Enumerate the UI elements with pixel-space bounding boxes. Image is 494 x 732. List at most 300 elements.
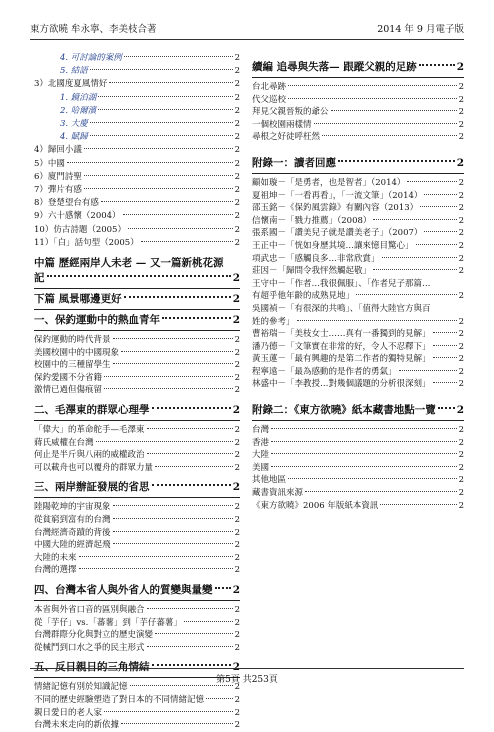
- toc-entry-label: 4. 可討論的案例: [60, 53, 122, 63]
- toc-entry-label: 「偉大」的革命舵手—毛澤東: [34, 425, 145, 436]
- toc-entry-label: 保釣愛國不分省籍: [34, 372, 103, 383]
- dot-leader: [331, 110, 457, 111]
- toc-page-number: 2: [234, 630, 240, 641]
- toc-entry[interactable]: [34, 539, 240, 552]
- toc-page-number: 2: [232, 272, 240, 285]
- toc-page-number: 2: [458, 354, 464, 365]
- toc-page-number: 2: [234, 66, 240, 77]
- dot-leader: [155, 633, 233, 634]
- toc-entry[interactable]: [34, 629, 240, 642]
- toc-entry[interactable]: [252, 253, 464, 266]
- dot-leader: [407, 181, 456, 182]
- dot-leader: [419, 64, 455, 66]
- toc-entry[interactable]: [252, 177, 464, 190]
- toc-page-number: 2: [232, 404, 240, 417]
- toc-section-lower[interactable]: [34, 292, 240, 307]
- toc-entry[interactable]: [34, 437, 240, 450]
- toc-chapter-heading[interactable]: [252, 60, 464, 75]
- toc-entry[interactable]: [34, 92, 240, 105]
- dot-leader: [271, 453, 457, 454]
- toc-page-number: 2: [458, 316, 464, 327]
- toc-entry[interactable]: [252, 131, 464, 144]
- dot-leader: [98, 109, 232, 110]
- toc-entry-label: 從貧窮到富有的台灣: [34, 514, 111, 525]
- toc-page-number: 2: [458, 253, 464, 264]
- toc-entry[interactable]: [252, 119, 464, 132]
- section-rule: [34, 600, 240, 601]
- toc-entry[interactable]: [34, 158, 240, 171]
- dot-leader: [130, 685, 233, 686]
- toc-entry-label: 美國校園中的中國現象: [34, 347, 120, 358]
- toc-page-number: 2: [234, 437, 240, 448]
- dot-leader: [382, 257, 457, 258]
- toc-page-number: 2: [232, 481, 240, 494]
- toc-entry-label: 尋根之好徒呼枉然: [252, 132, 321, 143]
- toc-entry[interactable]: [252, 190, 464, 203]
- toc-page-number: 2: [234, 185, 240, 196]
- toc-entry[interactable]: [34, 78, 240, 91]
- toc-entry-label: 邵玉銘－《保釣風雲錄》有關內容（2013）: [252, 203, 419, 214]
- toc-chapter-title: 附錄一：讀者回應: [252, 156, 336, 169]
- dot-leader: [314, 123, 457, 124]
- toc-entry[interactable]: [34, 552, 240, 565]
- section-rule: [252, 77, 464, 78]
- toc-entry[interactable]: [34, 237, 240, 250]
- toc-page-number: 2: [234, 682, 240, 693]
- dot-leader: [356, 294, 457, 295]
- toc-entry[interactable]: [252, 474, 464, 487]
- dot-leader: [297, 320, 457, 321]
- toc-entry[interactable]: [252, 500, 464, 513]
- toc-page-number: 2: [458, 450, 464, 461]
- dot-leader: [113, 338, 233, 339]
- toc-entry[interactable]: [252, 437, 464, 450]
- toc-entry-label: 5）中國: [34, 158, 65, 169]
- header-book-title: 東方欲曉 牟永寧、李美枝合著: [30, 23, 157, 35]
- dot-leader: [147, 453, 233, 454]
- dot-leader: [162, 317, 231, 319]
- dot-leader: [147, 608, 233, 609]
- dot-leader: [104, 388, 233, 389]
- toc-page-number: 2: [458, 379, 464, 390]
- toc-page-number: 2: [458, 119, 464, 130]
- dot-leader: [271, 428, 457, 429]
- toc-page-number: 2: [234, 425, 240, 436]
- toc-entry[interactable]: [252, 353, 464, 366]
- toc-entry-label: 林盛中－「李教授…對幾個議題的分析很深刻」: [252, 379, 431, 390]
- toc-left-column: [34, 52, 240, 732]
- toc-entry[interactable]: [252, 449, 464, 462]
- toc-entry[interactable]: [252, 303, 464, 328]
- toc-page-number: 2: [458, 366, 464, 377]
- toc-page-number: 2: [232, 314, 240, 327]
- dot-leader: [373, 219, 456, 220]
- toc-chapter-items: [34, 604, 240, 654]
- toc-entry-label: 4. 賦歸: [60, 132, 88, 143]
- toc-entry-label: 信懷南－「戮力推薦」（2008）: [252, 215, 372, 226]
- toc-entry-label: 藏書資訊來源: [252, 488, 304, 499]
- dot-leader: [399, 370, 457, 371]
- toc-entry-label: 親日愛日的老人家: [34, 707, 103, 718]
- toc-entry-label: 從械鬥到口水之爭的民主形式: [34, 642, 145, 653]
- toc-entry[interactable]: [34, 707, 240, 720]
- toc-entry-label: 校園中的三種留學生: [34, 360, 111, 371]
- dot-leader: [90, 135, 233, 136]
- dot-leader: [271, 441, 457, 442]
- toc-entry-label: 其他地區: [252, 475, 287, 486]
- toc-entry-label: 激情已過但傷痕留: [34, 385, 103, 396]
- toc-entry-label: 10）仿古詩題（2005）: [34, 224, 126, 235]
- dot-leader: [288, 98, 457, 99]
- toc-entry[interactable]: [252, 378, 464, 391]
- toc-entry-label: 1. 鏡泊湖: [60, 92, 97, 103]
- toc-entry-label-cont: 姓的參考」: [252, 316, 295, 327]
- toc-page-number: 2: [458, 240, 464, 251]
- dot-leader: [104, 711, 233, 712]
- toc-chapter-heading[interactable]: [34, 480, 240, 495]
- dot-leader: [184, 621, 233, 622]
- dot-leader: [206, 698, 233, 699]
- toc-entry[interactable]: [34, 501, 240, 514]
- toc-entry[interactable]: [252, 278, 464, 303]
- toc-page-number: 2: [234, 720, 240, 731]
- toc-list-top: [34, 52, 240, 250]
- toc-entry-label: 大陸: [252, 450, 270, 461]
- toc-page-number: 2: [234, 360, 240, 371]
- dot-leader: [79, 568, 233, 569]
- toc-page-number: 2: [458, 190, 464, 201]
- toc-page-number: 2: [234, 347, 240, 358]
- toc-page-number: 2: [458, 203, 464, 214]
- toc-entry[interactable]: [252, 94, 464, 107]
- toc-entry[interactable]: [34, 642, 240, 655]
- dot-leader: [305, 491, 457, 492]
- toc-entry-label: 台灣未來走向的新依據: [34, 720, 120, 731]
- dot-leader: [101, 201, 233, 202]
- toc-entry[interactable]: [252, 424, 464, 437]
- page-header: [30, 16, 464, 40]
- toc-chapter-items: [34, 334, 240, 397]
- toc-entry[interactable]: [252, 487, 464, 500]
- toc-entry[interactable]: [34, 144, 240, 157]
- toc-page-number: 2: [234, 335, 240, 346]
- toc-page-number: 2: [234, 385, 240, 396]
- toc-entry[interactable]: [252, 462, 464, 475]
- toc-entry-label: 5. 結語: [60, 66, 88, 77]
- toc-entry[interactable]: [34, 462, 240, 475]
- toc-entry[interactable]: [34, 449, 240, 462]
- toc-page-number: 2: [234, 132, 240, 143]
- toc-entry[interactable]: [34, 604, 240, 617]
- toc-entry[interactable]: [252, 106, 464, 119]
- toc-entry-label: 11）「白」話句型（2005）: [34, 237, 139, 248]
- toc-page-number: 2: [458, 437, 464, 448]
- toc-page-number: 2: [232, 661, 240, 674]
- toc-right-column: [252, 52, 464, 512]
- dot-leader: [152, 484, 231, 486]
- dot-leader: [416, 244, 457, 245]
- section-rule: [252, 420, 464, 421]
- toc-entry-label: 中國大陸的經濟起飛: [34, 540, 111, 551]
- dot-leader: [424, 194, 456, 195]
- toc-section-middle[interactable]: [34, 256, 240, 286]
- toc-entry-label: 香港: [252, 437, 270, 448]
- toc-entry-label: 何止是半斤與八兩的威權政治: [34, 450, 145, 461]
- toc-entry[interactable]: [34, 65, 240, 78]
- toc-entry-label: 台灣經濟奇蹟的背後: [34, 527, 111, 538]
- toc-chapter-heading[interactable]: [34, 583, 240, 598]
- toc-chapter-title: 五、反日親日的三角情結: [34, 661, 150, 674]
- toc-entry-label: 4）歸回小議: [34, 145, 82, 156]
- toc-chapter-heading[interactable]: [252, 156, 464, 171]
- toc-entry[interactable]: [252, 81, 464, 94]
- toc-chapter-title: 續編 追尋與失落— 跟蹤父親的足跡: [252, 61, 417, 73]
- dot-leader: [152, 664, 231, 666]
- toc-entry-label: 王正中－「恍如身歷其境…讓來憶目驚心」: [252, 240, 414, 251]
- toc-entry-label: 項武忠－「感觸良多…非常欣賞」: [252, 253, 380, 264]
- dot-leader: [438, 407, 455, 409]
- toc-entry[interactable]: [34, 52, 240, 65]
- dot-leader: [338, 160, 455, 162]
- toc-page-number: 2: [458, 228, 464, 239]
- toc-page-number: 2: [234, 198, 240, 209]
- dot-leader: [47, 275, 231, 277]
- toc-page-number: 2: [456, 156, 464, 169]
- toc-page-number: 2: [458, 462, 464, 473]
- toc-entry[interactable]: [34, 694, 240, 707]
- page-number-indicator: 第5頁 共253頁: [216, 675, 278, 685]
- toc-page-number: 2: [234, 105, 240, 116]
- toc-entry[interactable]: [34, 197, 240, 210]
- toc-entry[interactable]: [34, 617, 240, 630]
- toc-page-number: 2: [234, 119, 240, 130]
- toc-entry[interactable]: [34, 424, 240, 437]
- toc-entry-label: 台灣群際分化與對立的歷史演變: [34, 630, 154, 641]
- dot-leader: [98, 96, 232, 97]
- dot-leader: [141, 241, 233, 242]
- toc-entry[interactable]: [34, 514, 240, 527]
- dot-leader: [113, 363, 233, 364]
- toc-chapter-heading[interactable]: [34, 313, 240, 328]
- toc-page-number: 2: [234, 92, 240, 103]
- toc-page-number: 2: [234, 540, 240, 551]
- toc-chapter-items: [252, 424, 464, 512]
- toc-page-number: 2: [458, 132, 464, 143]
- page-footer: [30, 668, 464, 685]
- dot-leader: [128, 228, 233, 229]
- toc-page-number: 2: [234, 707, 240, 718]
- toc-entry[interactable]: [34, 210, 240, 223]
- toc-page-number: 2: [458, 94, 464, 105]
- toc-entry-label-cont: 有超乎他年齡的成熟見地」: [252, 291, 355, 302]
- dot-leader: [90, 69, 233, 70]
- dot-leader: [123, 214, 233, 215]
- toc-entry[interactable]: [34, 719, 240, 732]
- dot-leader: [420, 206, 456, 207]
- toc-chapter-items: [34, 424, 240, 474]
- toc-entry-label: 6）廈門詩聖: [34, 171, 82, 182]
- dot-leader: [109, 82, 232, 83]
- toc-entry[interactable]: [252, 341, 464, 354]
- toc-page-number: 2: [458, 488, 464, 499]
- dot-leader: [147, 428, 233, 429]
- toc-chapter-items: [34, 501, 240, 577]
- toc-entry-label: 大陸的未來: [34, 552, 77, 563]
- toc-page-number: 2: [458, 500, 464, 511]
- toc-entry[interactable]: [252, 240, 464, 253]
- toc-entry-label: 程寧遠－「最為感動的是作者的勇氣」: [252, 366, 397, 377]
- dot-leader: [433, 357, 457, 358]
- dot-leader: [79, 556, 233, 557]
- toc-page-number: 2: [234, 53, 240, 63]
- toc-section-middle-title: 中篇 歷經兩岸人未老 — 又一篇新桃花源: [34, 257, 224, 270]
- toc-entry-label: 從「芋仔」vs.「蕃薯」到「芋仔蕃薯」: [34, 617, 182, 628]
- toc-entry-label: 蔣氏威權在台灣: [34, 437, 94, 448]
- toc-chapter-title: 附錄二：《東方欲曉》紙本藏書地點一覽: [252, 404, 436, 417]
- dot-leader: [433, 332, 457, 333]
- dot-leader: [433, 345, 457, 346]
- toc-page-number: 2: [234, 604, 240, 615]
- dot-leader: [104, 376, 233, 377]
- toc-entry-label: 黃玉蓮－「最有興趣的是第二作者的獨特見解」: [252, 354, 431, 365]
- toc-entry[interactable]: [34, 131, 240, 144]
- toc-page-number: 2: [458, 425, 464, 436]
- dot-leader: [121, 351, 233, 352]
- section-rule: [252, 173, 464, 174]
- dot-leader: [288, 478, 457, 479]
- toc-entry[interactable]: [34, 105, 240, 118]
- toc-entry-label: 台灣的選擇: [34, 565, 77, 576]
- toc-chapters-right: [252, 60, 464, 512]
- toc-entry-label: 顧如璇－「是勇者，也是智者」（2014）: [252, 177, 406, 188]
- toc-chapter-title: 一、保釣運動中的熱血青年: [34, 314, 160, 327]
- toc-entry[interactable]: [34, 372, 240, 385]
- toc-entry-label: 7）彈片有感: [34, 185, 82, 196]
- toc-entry-label: 陸陽乾坤的宇宙現象: [34, 502, 111, 513]
- toc-page-number: 2: [234, 224, 240, 235]
- toc-entry[interactable]: [34, 527, 240, 540]
- toc-entry-label: 拜見父親晉叛的爺公: [252, 107, 329, 118]
- toc-entry-label: 情緒記憶有別於知識記憶: [34, 682, 128, 693]
- toc-page-number: 2: [234, 552, 240, 563]
- toc-entry-label: 不同的歷史經驗塑造了對日本的不同情緒記憶: [34, 694, 205, 705]
- toc-entry-label: 《東方欲曉》2006 年版紙本資訊: [252, 500, 379, 511]
- dot-leader: [84, 148, 233, 149]
- toc-entry[interactable]: [34, 224, 240, 237]
- toc-page-number: 2: [234, 158, 240, 169]
- toc-page-number: 2: [234, 502, 240, 513]
- toc-entry[interactable]: [252, 227, 464, 240]
- toc-entry-label: 3. 大慶: [60, 119, 88, 130]
- toc-entry-label: 吳國禎－「有很深的共鳴」、「值得大陸官方與百: [252, 303, 431, 314]
- toc-entry[interactable]: [34, 384, 240, 397]
- toc-entry-label: 可以載舟也可以覆舟的群眾力量: [34, 462, 154, 473]
- toc-entry-label: 一個校園兩樣情: [252, 119, 312, 130]
- toc-page-number: 2: [458, 107, 464, 118]
- dot-leader: [113, 518, 233, 519]
- toc-entry[interactable]: [252, 328, 464, 341]
- toc-entry-label: 美國: [252, 462, 270, 473]
- toc-page-number: 2: [458, 329, 464, 340]
- header-edition: 2014 年 9 月電子版: [377, 23, 464, 35]
- toc-entry-label: 夏祖坤－「一看再看」，「一流文筆」（2014）: [252, 190, 423, 201]
- dot-leader: [96, 441, 233, 442]
- dot-leader: [113, 531, 233, 532]
- toc-chapter-items: [252, 81, 464, 144]
- toc-entry[interactable]: [34, 681, 240, 694]
- toc-page-number: 2: [234, 372, 240, 383]
- dot-leader: [373, 269, 457, 270]
- toc-page-number: 2: [458, 82, 464, 92]
- toc-page-number: 2: [458, 177, 464, 188]
- dot-leader: [124, 56, 233, 57]
- toc-page-number: 2: [234, 565, 240, 576]
- dot-leader: [147, 646, 233, 647]
- toc-chapter-title: 二、毛澤東的群眾心理學: [34, 404, 150, 417]
- section-rule: [34, 497, 240, 498]
- toc-entry[interactable]: [34, 184, 240, 197]
- toc-entry-label: 8）登楚望台有感: [34, 198, 99, 209]
- toc-page-number: 2: [234, 237, 240, 248]
- toc-entry[interactable]: [34, 564, 240, 577]
- toc-entry-label: 台灣: [252, 425, 270, 436]
- section-rule: [34, 420, 240, 421]
- toc-chapter-title: 三、兩岸辦証發展的省思: [34, 481, 150, 494]
- toc-chapter-heading[interactable]: [252, 403, 464, 418]
- dot-leader: [155, 466, 233, 467]
- dot-leader: [84, 188, 233, 189]
- toc-entry-label: 保釣運動的時代背景: [34, 335, 111, 346]
- toc-entry[interactable]: [34, 347, 240, 360]
- toc-entry[interactable]: [252, 215, 464, 228]
- dot-leader: [215, 587, 231, 589]
- dot-leader: [322, 135, 457, 136]
- toc-page-number: 2: [234, 514, 240, 525]
- toc-chapter-heading[interactable]: [34, 403, 240, 418]
- toc-page-number: 2: [458, 266, 464, 277]
- toc-entry-label: 王守中－「作者…我很佩服」、「作者兒子那篇…: [252, 278, 431, 289]
- section-rule: [34, 309, 240, 310]
- toc-page-number: 2: [232, 293, 240, 306]
- toc-entry[interactable]: [252, 202, 464, 215]
- toc-page-number: 2: [234, 171, 240, 182]
- toc-entry[interactable]: [34, 334, 240, 347]
- toc-chapter-items: [34, 681, 240, 731]
- toc-page-number: 2: [234, 642, 240, 653]
- dot-leader: [433, 382, 457, 383]
- toc-entry-label: 代父巡校: [252, 94, 287, 105]
- section-rule: [34, 288, 240, 289]
- dot-leader: [271, 466, 457, 467]
- dot-leader: [288, 85, 457, 86]
- toc-entry[interactable]: [252, 366, 464, 379]
- toc-page-number: 2: [458, 341, 464, 352]
- toc-page-number: 2: [458, 291, 464, 302]
- toc-entry[interactable]: [252, 265, 464, 278]
- toc-page-number: 2: [234, 211, 240, 222]
- toc-entry[interactable]: [34, 118, 240, 131]
- toc-page-number: 2: [234, 145, 240, 156]
- toc-page-number: 2: [234, 527, 240, 538]
- dot-leader: [113, 505, 233, 506]
- toc-entry[interactable]: [34, 359, 240, 372]
- dot-leader: [113, 543, 233, 544]
- dot-leader: [424, 231, 456, 232]
- dot-leader: [67, 162, 233, 163]
- toc-page-number: 2: [234, 462, 240, 473]
- toc-entry[interactable]: [34, 171, 240, 184]
- toc-entry-label: 張系國－「讚美兒子就是讚美老子」（2007）: [252, 228, 423, 239]
